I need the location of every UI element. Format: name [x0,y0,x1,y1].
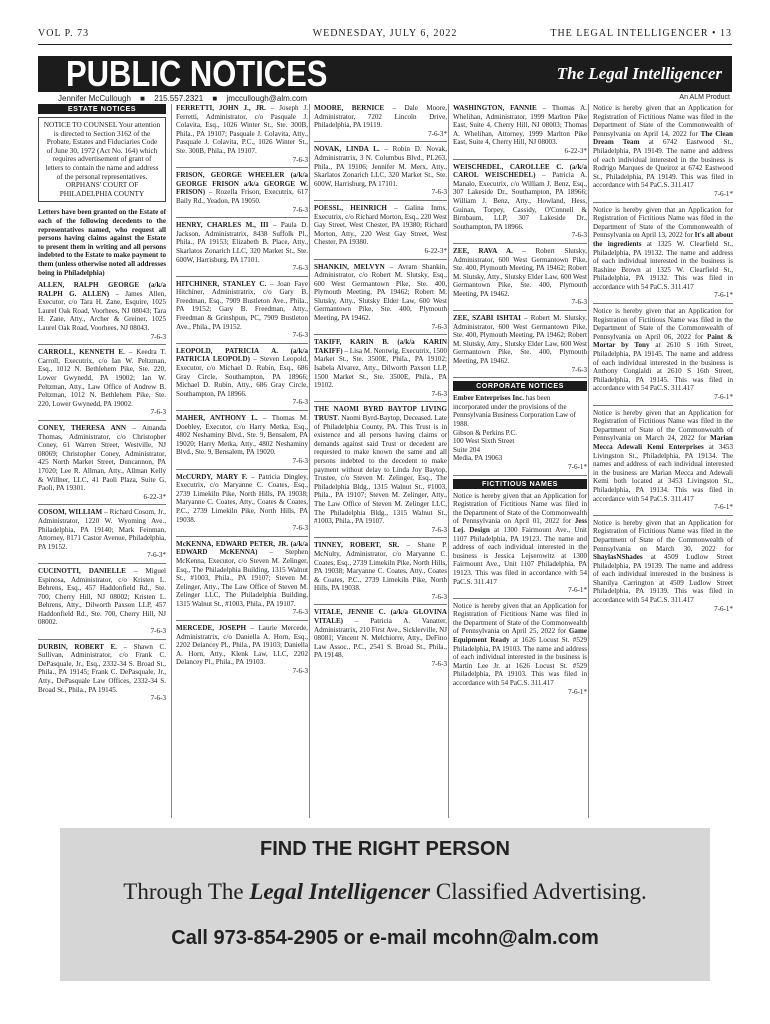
decedent-name: ZEE, RAVA A. [453,246,513,255]
decedent-name: MOORE, BERNICE [314,104,385,112]
notice-code: 7-6-3 [431,660,447,669]
notice-body: at 1300 Fairmount Ave., Unit 1107 Philadelphia, PA 19123. The name and address of each individual interested in the business is Jessica Lejserowitz at 1300 Fairmount Ave., Unit 1107 Philadelphia, PA 19123. This was filed in accordance with 54 PaC.S. 311.417 [453,525,587,586]
legal-intelligencer-logo: The Legal Intelligencer [556,64,722,83]
publication-name: THE LEGAL INTELLIGENCER • 13 [550,28,732,39]
estate-notice [38,281,166,345]
decedent-name: FRISON, GEORGE WHEELER (a/k/a GEORGE FRISON a/k/a GEORGE W. FRISON) [176,171,308,197]
notice-body: Notice is hereby given that an Application for Registration of Fictitious Name was filed in the Department of State of the Commonwealth of Pennsylvania on April 13, 2022 for [593,205,733,240]
notice-body: at 6742 Eastwood St., Philadelphia, PA 19149. The name and address of each individual interested in the business is Rodrigo Marques de Queiroz at 6742 Eastwood St., Philadelphia, PA 19149. This was filed in accordance with 54 PaC.S. 311.417 [593,138,733,190]
estate-notice [38,348,166,421]
notice-body: Notice is hereby given that an Application for Registration of Fictitious Name was filed in the Department of State of the Commonwealth of Pennsylvania on April 25, 2022 for [453,601,587,636]
decedent-name: POESSL, HEINRICH [314,203,387,212]
business-name: Paint & Mortar by Tony [593,332,733,350]
notice-code: 7-6-1* [714,393,733,401]
corporation-name: Ember Enterprises Inc. [453,394,524,403]
notice-body: – Patricia A. Vanatter, Administratrix, 210 First Ave., Sicklerville, NJ 08081; Vincent N. Melchiorre, Atty., DeFino Law Assoc., P.C., 2541 S. Broad St., Phila., PA 19148. [314,617,447,660]
notice-body: at 4509 Ludlow Street Philadelphia, PA 19139. The name and address of each individual interested in the business is Shanilya Carrington at 4509 Ludlow Street Philadelphia, PA 19139. This was filed in accordance with 54 PaC.S. 311.417 [593,553,733,605]
decedent-name: ZEE, SZABI ISHTAI [453,314,521,323]
estate-notice [176,624,308,679]
column-2 [171,104,308,818]
estate-notice [314,405,447,538]
decedent-name: CONEY, THERESA ANN [38,424,126,432]
estate-notice [176,280,308,344]
notice-code: 7-6-3 [292,264,308,273]
email-icon: ■ [212,94,218,103]
notice-body: – Dale Moore, Administrator, 7202 Lincoln Drive, Philadelphia, PA 19119. [314,104,447,130]
decedent-name: MAHER, ANTHONY L. [176,414,258,422]
estate-notice [38,508,166,564]
estate-notice [314,204,447,260]
column-5 [588,104,733,818]
estate-notice [176,540,308,621]
notice-to-counsel: NOTICE TO COUNSEL Your attention is directed to Section 3162 of the Probate, Estates and Fiduciaries Code of June 30, 1972 (Act No. 164) which requires advertisement of grant of letters to contain the name and address of the personal representatives. ORPHANS' COURT OF PHILADELPHIA COUNTY [38,117,166,202]
notice-code: 7-6-3 [431,525,447,534]
notice-code: 7-6-3 [431,322,447,331]
notice-body: – Stephen McKenna, Executor, c/o Steven M. Zelinger, Esq., The Philadelphia Building, 1315 Walnut St., #1003, Phila., PA 19107; Steven M. Zelinger, Atty., The Law Office of Steven M. Zelinger LLC, The Philadelphia Building, 1315 Walnut St., #1003, Phila., PA 19107. [176,548,308,608]
notice-columns [38,104,732,818]
business-name: ShaylasNShades [593,553,643,562]
estate-notice [176,104,308,168]
ad-headline: FIND THE RIGHT PERSON [259,838,510,860]
notice-body: Notice is hereby given that an Application for Registration of Fictitious Name was filed in the Department of State of the Commonwealth of Pennsylvania on April 14, 2022 for [593,104,733,138]
banner-title: PUBLIC NOTICES [66,53,328,94]
notice-body: – Steven Leopold, Executor, c/o Michael D. Rubin, Esq., 686 Gray Circle, Southampton, PA 18966; Michael D. Rubin, Atty., 686 Gray Circle, Southampton, PA 18966. [176,355,308,398]
decedent-name: TAKIFF, KARIN B. (a/k/a KARIN TAKIFF) [314,338,447,355]
notice-body: – Avram Shankin, Administrator, c/o Robert M. Slutsky, Esq., 600 West Germantown Pike, Ste. 400, Plymouth Meeting, PA 19462; Robert M. Slutsky, Atty., Slutsky Elder Law, 600 West Germantown Pike, Ste. 400, Plymouth Meeting, PA 19462. [314,262,447,323]
notice-code: 7-6-3 [150,694,166,703]
estate-notice [176,414,308,470]
running-header [38,28,732,42]
ad-tagline: Through The Legal Intelligencer Classified Advertising. [123,879,647,904]
estate-notice [38,643,166,706]
notice-body: – Laurie Mercede, Administratrix, c/o Daniella A. Horn, Esq., 2202 Delancey Pl., Phila., PA 19103; Daniella A. Horn, Atty., Klenk Law, LLC, 2202 Delancey Pl., Phila., PA 19103. [176,624,308,667]
public-notices-banner [38,53,732,94]
business-name: It's all about the ingredients [593,231,733,248]
notice-code: 7-6-3 [292,205,308,214]
notice-code: 7-6-3 [292,667,308,676]
decedent-name: WASHINGTON, FANNIE [453,104,537,112]
notice-code: 7-6-1* [714,189,733,198]
decedent-name: COSOM, WILLIAM [38,508,103,517]
decedent-name: TINNEY, ROBERT, SR. [314,541,400,550]
estate-notice [314,263,447,336]
issue-date: WEDNESDAY, JULY 6, 2022 [312,28,458,39]
notice-code: 7-6-3 [150,332,166,341]
notice-body: – Galina Inms, Executrix, c/o Richard Morton, Esq., 220 West Gay Street, West Chester, PA 19380; Richard Morton, Atty., 220 West Gay Street, West Chester, PA 19380. [314,203,447,247]
estate-notice [314,104,447,142]
notice-body: has been incorporated under the provisions of the Pennsylvania Business Corporation Law of 1988. [453,394,576,428]
estate-notice [38,424,166,505]
notice-code: 7-6-1* [568,687,587,696]
decedent-name: HENRY, CHARLES M., III [176,221,269,230]
notice-code: 7-6-3 [292,524,308,533]
notice-body: – Miguel Espinosa, Administrator, c/o Kristen L. Behrens, Esq., 457 Haddonfield Rd., Ste. 700, Cherry Hill, NJ 08002; Kristen L. Behrens, Atty., Dilworth Paxson LLP, 457 Haddonfield Rd., Ste. 700, Cherry Hill, NJ 08002. [38,566,166,627]
notice-body: . Naomi Byrd-Baytop, Deceased. Late of Philadelphia County, PA. This Trust is in existence and all persons having claims or demands against said Trust or decedent are requested to make known the same and all persons indebted to the decedent to make payment without delay to Linda Joy Baytop, Trustee, c/o Steven M. Zelinger, Esq., The Philadelphia Bldg., 1315 Walnut St., #1003, Phila., PA 19107; Steven M. Zelinger, Atty., The Law Office of Steven M. Zelinger LLC, The Philadelphia Bldg., 1315 Walnut St., #1003, Phila., PA 19107. [314,414,447,526]
estate-notice [314,608,447,671]
decedent-name: SHANKIN, MELVYN [314,262,385,271]
corporate-notices-header: CORPORATE NOTICES [453,381,587,391]
estate-notice [176,171,308,218]
decedent-name: MERCEDE, JOSEPH [176,624,247,633]
fictitious-name-notice [593,409,733,516]
alm-product-label: An ALM Product [679,94,730,101]
notice-body: – Joseph J. Ferretti, Administrator, c/o Pasquale J. Colavita, Esq., 1026 Winter St., Ste. 300B, Phila., PA 19107; Pasquale J. Colavita, Atty., Pasquale J. Colavita, P.C., 1026 Winter St., Ste. 300B, Phila., PA 19107. [176,104,308,155]
estate-notice [176,221,308,277]
address-line: Suite 204 [453,445,480,454]
notice-body: – Keedra T. Carroll, Executrix, c/o Ian W. Peltzman, Esq., 1012 N. Bethlehem Pike, Ste. 220, Lower Gwynedd, PA 19002; Ian W. Peltzman, Atty., Law Office of Andrew B. Peltzman, 1012 N. Bethlehem Pike, Ste. 220, Lower Gwynedd, PA 19002. [38,348,166,408]
business-name: The Clean Dream Team [593,129,733,147]
notice-body: at 1325 W. Clearfield St., Philadelphia, PA 19132. The name and address of each individual interested in the business is Rashine Brown at 1325 W. Clearfield St., Philadelphia, PA 19132. This was filed in accordance with 54 PaC.S. 311.417 [593,239,733,291]
column-1 [38,104,166,818]
fictitious-name-notice [593,206,733,305]
notice-code: 7-6-3 [292,608,308,617]
decedent-name: CUCINOTTI, DANIELLE [38,566,126,575]
phone-icon: ■ [140,94,146,103]
fictitious-names-header: FICTITIOUS NAMES [453,479,587,489]
notice-code: 7-6-3 [431,188,447,197]
column-4 [448,104,587,818]
notice-body: – Robin D. Novak, Administratrix, 3 N. Columbus Blvd., PL263, Phila., PA 19106; Jennifer M. Merx, Atty., Skarlatos Zonarich LLC, 320 Market St., Ste. 600W, Harrisburg, PA 17101. [314,145,447,188]
address-line: Gibson & Perkins P.C. [453,428,518,437]
contact-email[interactable]: jmccullough@alm.com [226,94,308,103]
decedent-name: DURBIN, ROBERT E. [38,642,117,651]
notice-body: Notice is hereby given that an Application for Registration of Fictitious Name was filed in the Department of State of the Commonwealth of Pennsylvania on April 01, 2022 for [453,491,587,526]
fictitious-name-notice [453,602,587,700]
notice-body: – Robert M. Slutsky, Administrator, 600 West Germantown Pike, Ste. 400, Plymouth Meeting, PA 19462; Robert M. Slutsky, Atty., Slutsky Elder Law, 600 West Germantown Pike, Ste. 400, Plymouth Meeting, PA 19462. [453,314,587,366]
estate-intro: Letters have been granted on the Estate of each of the following decedents to the representatives named, who request all persons having claims against the Estate to present them in writing and all persons indebted to the Estate to make payment to them (unless otherwise noted all addresses being in Philadelphia) [38,208,166,277]
estate-notice [314,145,447,201]
ad-call-to-action[interactable]: Call 973-854-2905 or e-mail mcohn@alm.com [171,927,599,949]
estate-notice [453,314,587,378]
notice-code: 7-6-1* [714,604,733,613]
notice-body: Notice is hereby given that an Application for Registration of Fictitious Name was filed in the Department of State of the Commonwealth of Pennsylvania on March 24, 2022 for [593,408,733,443]
decedent-name: THE NAOMI BYRD BAYTOP LIVING TRUST [314,405,447,422]
estate-notice [453,247,587,311]
notice-body: – Paula D. Jackson, Administratrix, 8438 Suffolk Pl., Phila., PA 19153; Elizabeth B. Place, Atty., Skarlatos Zonarich LLC, 320 Market St., Ste. 600W, Harrisburg, PA 17101. [176,221,308,264]
address-line: Media, PA 19063 [453,454,503,463]
estate-notice [38,567,166,640]
decedent-name: WEISCHEDEL, CAROLLEE C. (a/k/a CAROL WEISCHEDEL) [453,162,587,180]
column-3 [309,104,447,818]
decedent-name: McKENNA, EDWARD PETER, JR. (a/k/a EDWARD McKENNA) [176,539,308,557]
notice-code: 7-6-3* [428,129,447,138]
decedent-name: FERRETTI, JOHN J., JR. [176,104,266,112]
notice-body: – Lisa M. Nentwig, Executrix, 1500 Market St., Ste. 3500E, Phila., PA 19102; Isabela Alvarez, Atty., Dilworth Paxson LLP, 1500 Market St., Ste. 3500E, Phila., PA 19102. [314,346,447,390]
notice-code: 7-6-1* [568,586,587,595]
business-name: Game Equipment Ready [453,627,587,645]
estate-notice [314,338,447,402]
decedent-name: McCURDY, MARY F. [176,472,248,481]
notice-body: – Shawn C. Sullivan, Administrator, c/o Frank C. DePasquale, Jr., Esq., 2332-34 S. Broad St., Phila., PA 19145; Frank C. DePasquale, Jr., Atty., DePasquale Law Offices, 2332-34 S. Broad St., Phila., PA 19145. [38,642,166,694]
fictitious-name-notice [593,104,733,203]
decedent-name: NOVAK, LINDA L. [314,145,380,154]
estate-notice [453,104,587,160]
notice-body: – Robert Slutsky, Administrator, 600 West Germantown Pike, Ste. 400, Plymouth Meeting, PA 19462; Robert M. Slutsky, Atty., Slutsky Elder Law, 600 West Germantown Pike, Ste. 400, Plymouth Meeting, PA 19462. [453,246,587,298]
decedent-name: CARROLL, KENNETH E. [38,348,125,357]
notice-code: 6-22-3* [424,246,447,255]
notice-body: – Patricia Dingley, Executrix, c/o Maryanne C. Coates, Esq., 2739 Limekiln Pike, North Hills, PA 19038; Maryanne C. Coates, Atty., Coates & Coates, P.C., 2739 Limekiln Pike, North Hills, PA 19038. [176,472,308,524]
estate-notice [176,473,308,537]
fictitious-name-notice [593,519,733,617]
contact-line [58,94,314,103]
notice-body: – Amanda Thomas, Administrator, c/o Christopher Coney, 61 Warren Street, Westville, NJ 08069; Christopher Coney, Administrator, 425 North Market Street, Duncannon, PA 17020; Lee R. Allman, Atty., Allman Kelly & Willner, LLC, 41 Paoli Plaza, Suite G, Paoli, PA 19301. [38,424,166,493]
notice-body: – Thomas A. Whelihan, Administrator, 1999 Marlton Pike East, Suite 4, Cherry Hill, NJ 08003; Thomas A. Whelihan, Attorney, 1999 Marlton Pike East, Suite 4, Cherry Hill, NJ 08003. [453,104,587,147]
header-rule [38,44,732,45]
notice-code: 7-6-3 [431,389,447,398]
notice-code: 7-6-3 [292,456,308,465]
notice-body: – Patricia A. Manalo, Executrix, c/o William J. Benz, Esq., 307 Lakeside Dr., Southampton, PA 18966; William J. Benz, Atty., Howland, Hess, Guinan, Torpey, Cassidy, O'Connell & Birnbaum, LLP, 307 Lakeside Dr., Southampton, PA 18966. [453,171,587,231]
estate-notice [176,347,308,411]
contact-phone: 215.557.2321 [154,94,204,103]
notice-code: 7-6-3 [150,627,166,636]
estate-notices-header: ESTATE NOTICES [38,104,166,114]
fictitious-name-notice [593,307,733,406]
corporate-notice [453,394,587,475]
decedent-name: VITALE, JENNIE C. (a/k/a GLOVINA VITALE) [314,608,447,626]
notice-code: 7-6-1* [714,291,733,300]
notice-code: 7-6-3 [150,408,166,417]
notice-code: 7-6-3 [571,298,587,307]
notice-code: 7-6-3 [292,331,308,340]
notice-body: – Shane P. McNulty, Administrator, c/o Maryanne C. Coates, Esq., 2739 Limekiln Pike, North Hills, PA 19038; Maryanne C. Coates, Atty., Coates & Coates, P.C., 2739 Limekiln Pike, North Hills, PA 19038. [314,541,447,593]
notice-body: – Rozella Frison, Executrix, 617 Baily Rd., Yeadon, PA 19050. [176,188,308,205]
contact-name: Jennifer McCullough [58,94,131,103]
notice-code: 7-6-3 [292,155,308,164]
decedent-name: ALLEN, RALPH GEORGE (a/k/a RALPH G. ALLEN) [38,281,166,298]
estate-notice [453,163,587,244]
notice-code: 7-6-1* [568,462,587,471]
notice-body: at 3453 Livingston St., Philadelphia, PA 19134. The names and address of each individual interested in the business are Marian Mecca and Adewali Kemi both located at 3453 Livingston St., Philadelphia, PA 19134. This was filed in accordance with 54 PaC.S. 311.417 [593,442,733,503]
notice-body: – Thomas M. Doebley, Executor, c/o Harry Metka, Esq., 4802 Neshaminy Blvd., Ste. 9, Bensalem, PA 19020; Harry Metka, Atty., 4802 Neshaminy Blvd., Ste. 9, Bensalem, PA 19020. [176,414,308,457]
notice-body: at 2610 S 16th Street, Philadelphia, PA 19145. The name and address of each individual interested in the business is Anthony Congialdi at 2610 S 16th Street, Philadelphia, PA 19145. This was filed in accordance with 54 PaC.S. 311.417 [593,341,733,393]
notice-code: 6-22-3* [564,146,587,155]
address-line: 100 West Sixth Street [453,437,515,446]
notice-code: 7-6-3 [571,365,587,374]
notice-body: – Joan Faye Hitchiner, Administratrix, c/o Gary B. Freedman, Esq., 7909 Bustleton Ave., Phila., PA 19152; Gary B. Freedman, Atty., Freedman & Grinshpun, PC, 7909 Bustleton Ave., Phila., PA 19152. [176,279,308,331]
notice-code: 6-22-3* [143,492,166,501]
decedent-name: LEOPOLD, PATRICIA A. (a/k/a PATRICIA LEOPOLD) [176,346,308,364]
notice-code: 7-6-3 [431,592,447,601]
notice-body: Notice is hereby given that an Application for Registration of Fictitious Name was filed in the Department of State of the Commonwealth of Pennsylvania on April 06, 2022 for [593,307,733,341]
fictitious-name-notice [453,492,587,599]
notice-body: – Richard Cosom, Jr., Administrator, 1220 W. Wyoming Ave., Philadelphia, PA 19140; Mark Feinman, Attorney, 8171 Castor Avenue, Philadelphia, PA 19152. [38,508,166,551]
business-name: Marian Mecca Adewali Kemi Enterprises [593,434,733,451]
notice-body: – James Allen, Executor, c/o Tara H. Zane, Esquire, 1025 Laurel Oak Road, Voorhees, NJ 08043; Tara H. Zane, Atty., Archer & Greiner, 1025 Laurel Oak Road, Voorhees, NJ 08043. [38,289,166,333]
notice-code: 7-6-1* [714,503,733,512]
notice-code: 7-6-3 [571,231,587,240]
decedent-name: HITCHINER, STANLEY C. [176,279,267,288]
business-name: Jess Lej. Design [453,517,587,534]
notice-code: 7-6-3* [147,551,166,560]
notice-code: 7-6-3 [292,398,308,407]
estate-notice [314,541,447,605]
notice-body: Notice is hereby given that an Application for Registration of Fictitious Name was filed in the Department of State of the Commonwealth of Pennsylvania on March 30, 2022 for [593,518,733,553]
notice-body: at 1626 Locust St. #529 Philadelphia, PA 19103. The name and address of each individual interested in the business is Martin Lee Jr. at 1626 Locust St. #529 Philadelphia, PA 19103. This was filed in accordance with 54 PaC.S. 311.417 [453,636,587,688]
volume-label: VOL P. 73 [38,28,90,39]
classified-ad [60,828,710,981]
